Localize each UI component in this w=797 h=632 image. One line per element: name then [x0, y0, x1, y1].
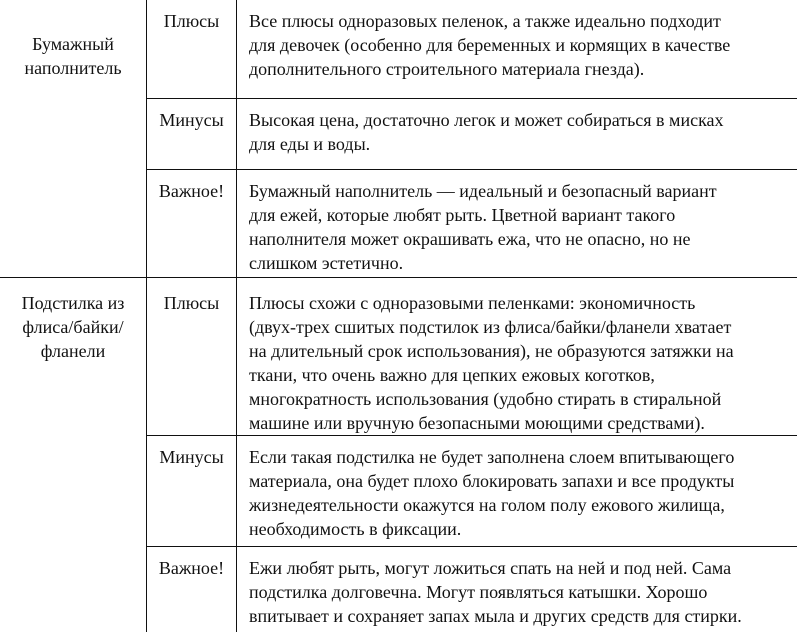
- text-line: Если такая подстилка не будет заполнена слоем впитывающего: [249, 447, 735, 467]
- text-line: многократность использования (удобно стирать в стиральной: [249, 389, 722, 409]
- row-label: Плюсы: [147, 0, 237, 98]
- text-line: для девочек (особенно для беременных и кормящих в качестве: [249, 35, 731, 55]
- row-label: Минусы: [147, 99, 237, 169]
- row-text: [237, 99, 797, 169]
- text-line: материала, она будет плохо блокировать запахи и все продукты: [249, 471, 735, 491]
- row-text: [237, 0, 797, 98]
- group-fleece-bedding: [0, 277, 797, 632]
- table-row-pros: [147, 0, 797, 98]
- text-line: на длительный срок использования), не образуются затяжки на: [249, 341, 734, 361]
- text-line: впитывает и сохраняет запах мыла и других средств для стирки.: [249, 606, 742, 626]
- text-line: машине или вручную безопасными моющими средствами).: [249, 413, 705, 433]
- text-line: ткани, что очень важно для цепких ежовых коготков,: [249, 365, 655, 385]
- text-line: Плюсы схожи с одноразовыми пеленками: экономичность: [249, 293, 696, 313]
- table-row-important: [147, 546, 797, 632]
- row-label: Плюсы: [147, 278, 237, 435]
- row-label: Минусы: [147, 436, 237, 546]
- text-line: жизнедеятельности окажутся на голом полу ежового жилища,: [249, 495, 725, 515]
- table-row-cons: [147, 435, 797, 546]
- row-label: Важное!: [147, 170, 237, 277]
- text-line: наполнителя может окрашивать ежа, что не опасно, но не: [249, 229, 691, 249]
- text-line: для ежей, которые любят рыть. Цветной вариант такого: [249, 205, 676, 225]
- row-label: Важное!: [147, 547, 237, 632]
- text-line: Ежи любят рыть, могут ложиться спать на ней и под ней. Сама: [249, 558, 732, 578]
- text-line: Бумажный наполнитель — идеальный и безопасный вариант: [249, 181, 717, 201]
- category-cell: [0, 278, 147, 632]
- row-text: [237, 436, 797, 546]
- group-rows: [147, 278, 797, 632]
- category-line: Бумажный: [32, 34, 114, 54]
- table-row-important: [147, 169, 797, 277]
- category-line: флиса/байки/: [22, 317, 124, 337]
- text-line: (двух-трех сшитых подстилок из флиса/байки/фланели хватает: [249, 317, 732, 337]
- group-rows: [147, 0, 797, 277]
- text-line: дополнительного строительного материала гнезда).: [249, 59, 645, 79]
- row-text: [237, 278, 797, 435]
- text-line: подстилка долговечна. Могут появляться катышки. Хорошо: [249, 582, 708, 602]
- table-row-pros: [147, 278, 797, 435]
- text-line: необходимость в фиксации.: [249, 519, 462, 539]
- row-text: [237, 547, 797, 632]
- category-line: наполнитель: [24, 58, 122, 78]
- text-line: слишком эстетично.: [249, 253, 404, 273]
- text-line: Высокая цена, достаточно легок и может собираться в мисках: [249, 110, 724, 130]
- group-paper-filler: [0, 0, 797, 277]
- table-row-cons: [147, 98, 797, 169]
- category-line: Подстилка из: [21, 293, 125, 313]
- row-text: [237, 170, 797, 277]
- text-line: Все плюсы одноразовых пеленок, а также идеально подходит: [249, 11, 721, 31]
- text-line: для еды и воды.: [249, 134, 371, 154]
- category-cell: [0, 0, 147, 277]
- category-line: фланели: [40, 341, 106, 361]
